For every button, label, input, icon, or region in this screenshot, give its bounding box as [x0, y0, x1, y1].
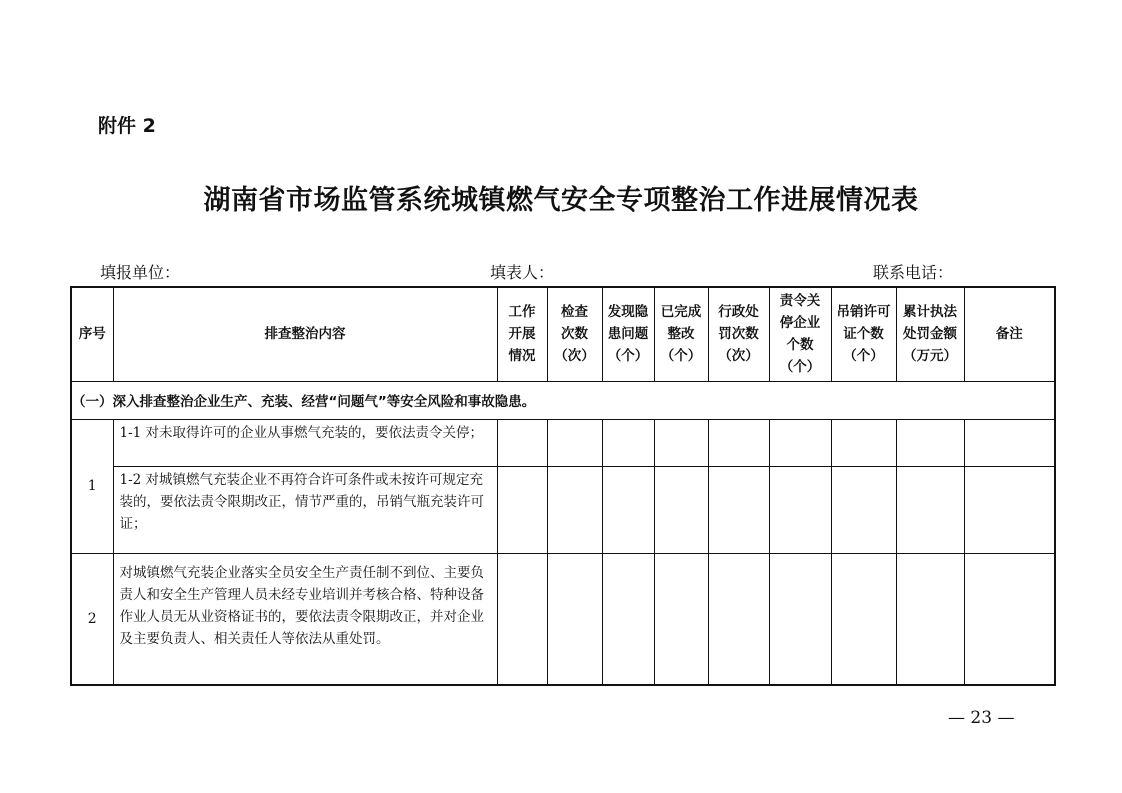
cell-penalties[interactable]	[708, 553, 769, 685]
header-content: 排查整治内容	[113, 287, 497, 381]
cell-fines[interactable]	[896, 466, 964, 553]
cell-rectified[interactable]	[654, 466, 708, 553]
cell-shutdowns[interactable]	[769, 553, 831, 685]
table-row	[71, 553, 1055, 685]
cell-shutdowns[interactable]	[769, 466, 831, 553]
row-content: 对城镇燃气充装企业落实全员安全生产责任制不到位、主要负责人和安全生产管理人员未经专业培训并考核合格、特种设备作业人员无从业资格证书的，要依法责令限期改正，并对企业及主要负责人、相关责任人等依法从重处罚。	[113, 553, 497, 685]
row-content: 1-1 对未取得许可的企业从事燃气充装的，要依法责令关停；	[113, 419, 497, 466]
reporting-unit-label: 填报单位：	[100, 263, 181, 282]
header-revoked: 吊销许可 证个数 （个）	[831, 287, 896, 381]
cell-penalties[interactable]	[708, 466, 769, 553]
row-content: 1-2 对城镇燃气充装企业不再符合许可条件或未按许可规定充装的，要依法责令限期改正，情节严重的，吊销气瓶充装许可证；	[113, 466, 497, 553]
phone-label: 联系电话：	[873, 263, 954, 282]
cell-remarks[interactable]	[964, 466, 1055, 553]
header-seq: 序号	[71, 287, 113, 381]
cell-remarks[interactable]	[964, 419, 1055, 466]
header-inspections: 检查 次数 （次）	[547, 287, 602, 381]
filler-label: 填表人：	[490, 263, 555, 282]
row-seq: 2	[71, 553, 113, 685]
cell-revoked[interactable]	[831, 419, 896, 466]
table-row	[71, 466, 1055, 553]
cell-remarks[interactable]	[964, 553, 1055, 685]
header-hazards-found: 发现隐 患问题 （个）	[602, 287, 654, 381]
cell-work-status[interactable]	[497, 466, 547, 553]
progress-table	[70, 286, 1056, 686]
cell-work-status[interactable]	[497, 553, 547, 685]
header-remarks: 备注	[964, 287, 1055, 381]
header-rectified: 已完成 整改 （个）	[654, 287, 708, 381]
header-work-status: 工作 开展 情况	[497, 287, 547, 381]
cell-hazards-found[interactable]	[602, 466, 654, 553]
cell-revoked[interactable]	[831, 466, 896, 553]
attachment-label: 附件 2	[98, 115, 156, 137]
cell-hazards-found[interactable]	[602, 553, 654, 685]
section-title: （一）深入排查整治企业生产、充装、经营“问题气”等安全风险和事故隐患。	[71, 381, 1055, 419]
cell-fines[interactable]	[896, 553, 964, 685]
cell-fines[interactable]	[896, 419, 964, 466]
cell-rectified[interactable]	[654, 553, 708, 685]
row-seq: 1	[71, 419, 113, 553]
cell-inspections[interactable]	[547, 466, 602, 553]
header-penalties: 行政处 罚次数 （次）	[708, 287, 769, 381]
table-row	[71, 419, 1055, 466]
section-row	[71, 381, 1055, 419]
header-fines: 累计执法 处罚金额 （万元）	[896, 287, 964, 381]
header-row	[71, 287, 1055, 381]
cell-penalties[interactable]	[708, 419, 769, 466]
cell-shutdowns[interactable]	[769, 419, 831, 466]
header-shutdowns: 责令关 停企业 个数 （个）	[769, 287, 831, 381]
page-title: 湖南省市场监管系统城镇燃气安全专项整治工作进展情况表	[203, 185, 919, 216]
cell-rectified[interactable]	[654, 419, 708, 466]
cell-hazards-found[interactable]	[602, 419, 654, 466]
cell-inspections[interactable]	[547, 553, 602, 685]
page-number: — 23 —	[948, 708, 1015, 728]
cell-revoked[interactable]	[831, 553, 896, 685]
cell-inspections[interactable]	[547, 419, 602, 466]
cell-work-status[interactable]	[497, 419, 547, 466]
